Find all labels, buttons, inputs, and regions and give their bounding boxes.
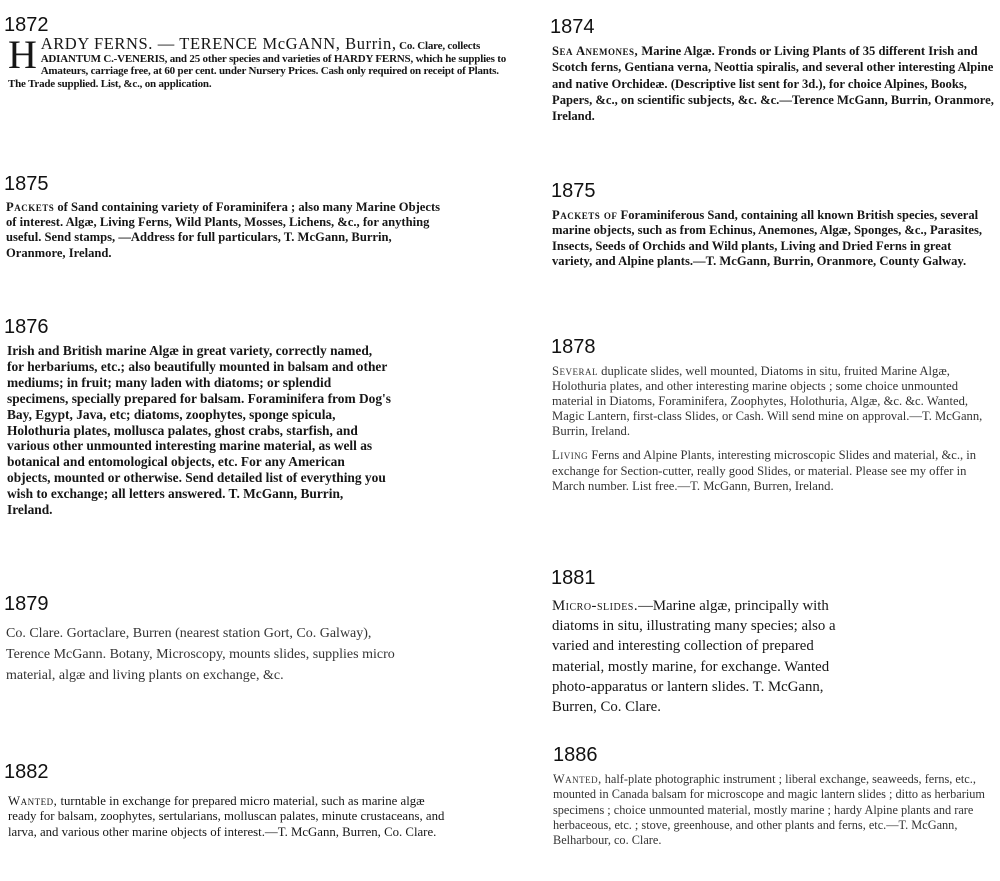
clipping-text: duplicate slides, well mounted, Diatoms in situ, fruited Marine Algæ, Holothuria plates, and other interesting marine objects ; some choice unmounted material in Diatoms, Foraminifera, Zoophytes, Holothuria, Algæ, &c. &c. Wanted, Magic Lantern, first-class Slides, or Cash. Will send mine on approval.—T. McGann, Burrin, Ireland. xyxy=(552,364,983,439)
year-label-1872: 1872 xyxy=(4,14,49,36)
clipping-1872 xyxy=(8,32,513,90)
year-label-1882: 1882 xyxy=(4,761,49,783)
clipping-1882 xyxy=(8,794,454,840)
year-label-1879: 1879 xyxy=(4,593,49,615)
clipping-lead: Living xyxy=(552,448,589,463)
clipping-text: Co. Clare, collects ADIANTUM C.-VENERIS, and 25 other species and varieties of HARDY FERNS, which he supplies to Amateurs, carriage free, at 60 per cent. under Nursery Prices. Cash only required on receipt of Plants. The Trade supplied. List, &c., on application. xyxy=(8,40,507,90)
clipping-text: Marine Algæ. Fronds or Living Plants of 35 different Irish and Scotch ferns, Gentiana verna, Neottia spiralis, and several other interesting Alpine and native Orchideæ. (Descriptive list sent for 3d.), for choice Alpines, Books, Papers, &c., on scientific subjects, &c. &c.—Terence McGann, Burrin, Oranmore, Ireland. xyxy=(552,44,994,124)
clipping-lead: Several xyxy=(552,364,598,378)
clipping-lead: Sea Anemones, xyxy=(552,44,639,58)
clipping-1886 xyxy=(553,772,989,848)
clipping-1875-left xyxy=(6,200,447,261)
clipping-1881 xyxy=(552,596,842,717)
year-label-1874: 1874 xyxy=(550,16,595,38)
clipping-heading: ARDY FERNS. — TERENCE McGANN, Burrin, xyxy=(40,34,397,53)
clipping-text: Foraminiferous Sand, containing all known British species, several marine objects, such as from Echinus, Anemones, Algæ, Sponges, &c., Parasites, Insects, Seeds of Orchids and Wild plants, Living and Dried Ferns in great variety, and Alpine plants.—T. McGann, Burrin, Oranmore, County Galway. xyxy=(552,208,983,268)
year-label-1875-left: 1875 xyxy=(4,173,49,195)
year-label-1886: 1886 xyxy=(553,744,598,766)
clipping-1876 xyxy=(7,343,391,518)
clipping-1879 xyxy=(6,623,416,686)
year-label-1875-right: 1875 xyxy=(551,180,596,202)
clipping-text: turntable in exchange for prepared micro material, such as marine algæ ready for balsam, zoophytes, sertularians, molluscan palates, minute crustaceans, and larva, and various other marine objects of interest.—T. McGann, Burren, Co. Clare. xyxy=(8,794,445,839)
clipping-lead: Micro-slides. xyxy=(552,598,639,614)
year-label-1876: 1876 xyxy=(4,316,49,338)
drop-capital: H xyxy=(8,32,37,77)
clipping-paragraph xyxy=(552,364,990,439)
clipping-1875-right xyxy=(552,208,992,269)
clipping-text: —Marine algæ, principally with diatoms in situ, illustrating many species; also a varied and interesting collection of prepared material, mostly marine, for exchange. Wanted photo-apparatus or lantern slides. T. McGann, Burren, Co. Clare. xyxy=(552,598,836,716)
clipping-text: Ferns and Alpine Plants, interesting microscopic Slides and material, &c., in exchange for Section-cutter, really good Slides, or material. Please see my offer in March number. List free.—T. McGann, Burren, Ireland. xyxy=(552,448,977,493)
clipping-text: of Sand containing variety of Foraminifera ; also many Marine Objects of interest. Algæ, Living Ferns, Wild Plants, Mosses, Lichens, &c., for anything useful. Send stamps, —Address for full particulars, T. McGann, Burrin, Oranmore, Ireland. xyxy=(6,200,441,260)
clipping-paragraph xyxy=(552,448,990,493)
clipping-1878 xyxy=(552,364,990,494)
clipping-lead: Packets of xyxy=(552,208,618,222)
clipping-text: half-plate photographic instrument ; liberal exchange, seaweeds, ferns, etc., mounted in Canada balsam for microscope and magic lantern slides ; ditto as herbarium specimens ; choice unmounted material, mostly marine ; hardy Alpine plants and rare herbaceous, etc. ; stove, greenhouse, and other plants and ferns, etc.—T. McGann, Belharbour, co. Clare. xyxy=(553,772,985,848)
year-label-1881: 1881 xyxy=(551,567,596,589)
clipping-lead: Wanted, xyxy=(553,772,602,786)
clipping-lead: Packets xyxy=(6,200,55,214)
clipping-1874 xyxy=(552,43,994,124)
clipping-text: Irish and British marine Algæ in great variety, correctly named, for herbariums, etc.; also beautifully mounted in balsam and other mediums; in fruit; many laden with diatoms; or splendid specimens, specially prepared for balsam. Foraminifera from Dog's Bay, Egypt, Java, etc; diatoms, zoophytes, sponge spicula, Holothuria plates, mollusca palates, ghost crabs, starfish, and various other unmounted interesting marine material, as well as botanical and entomological objects, etc. For any American objects, mounted or otherwise. Send detailed list of everything you wish to exchange; all letters answered. T. McGann, Burrin, Ireland. xyxy=(7,343,391,518)
year-label-1878: 1878 xyxy=(551,336,596,358)
clipping-text: Co. Clare. Gortaclare, Burren (nearest station Gort, Co. Galway), Terence McGann. Botany, Microscopy, mounts slides, supplies micro material, algæ and living plants on exchange, &c. xyxy=(6,626,395,683)
clipping-lead: Wanted, xyxy=(8,794,58,808)
